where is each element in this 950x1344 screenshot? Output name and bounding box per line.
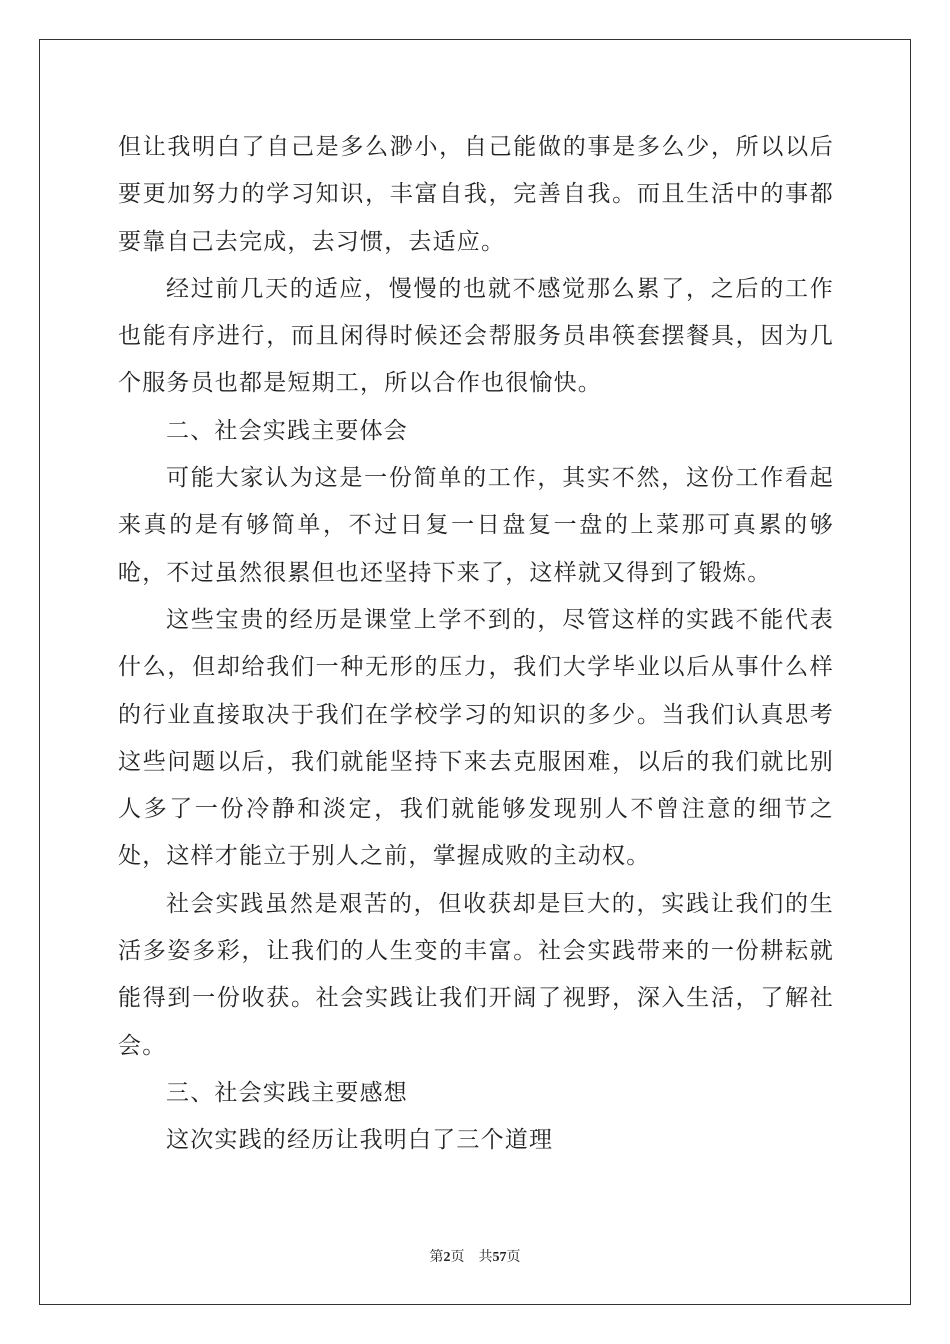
- section-heading: 三、社会实践主要感想: [166, 1079, 408, 1106]
- section-heading: 二、社会实践主要体会: [166, 417, 408, 444]
- page-number: 2: [443, 1250, 451, 1265]
- total-pages: 57: [492, 1250, 507, 1265]
- total-prefix: 共: [478, 1249, 493, 1265]
- total-suffix: 页: [506, 1249, 521, 1265]
- paragraph: 可能大家认为这是一份简单的工作，其实不然，这份工作看起来真的是有够简单，不过日复一日盘复一盘的上菜那可真累的够呛，不过虽然很累但也还坚持下来了，这样就又得到了锻炼。: [118, 465, 834, 586]
- paragraph: 经过前几天的适应，慢慢的也就不感觉那么累了，之后的工作也能有序进行，而且闲得时候还会帮服务员串筷套摆餐具，因为几个服务员也都是短期工，所以合作也很愉快。: [118, 275, 834, 397]
- paragraph: 但让我明白了自己是多么渺小，自己能做的事是多么少，所以以后要更加努力的学习知识，丰富自我，完善自我。而且生活中的事都要靠自己去完成，去习惯，去适应。: [118, 134, 834, 255]
- document-body: [118, 124, 834, 1165]
- page-suffix: 页: [450, 1249, 465, 1265]
- paragraph: 这次实践的经历让我明白了三个道理: [166, 1127, 554, 1154]
- paragraph: 社会实践虽然是艰苦的，但收获却是巨大的，实践让我们的生活多姿多彩，让我们的人生变的丰富。社会实践带来的一份耕耘就能得到一份收获。社会实践让我们开阔了视野，深入生活，了解社会。: [118, 890, 834, 1059]
- paragraph: 这些宝贵的经历是课堂上学不到的，尽管这样的实践不能代表什么，但却给我们一种无形的压力，我们大学毕业以后从事什么样的行业直接取决于我们在学校学习的知识的多少。当我们认真思考这些问题以后，我们就能坚持下来去克服困难，以后的我们就比别人多了一份冷静和淡定，我们就能够发现别人不曾注意的细节之处，这样才能立于别人之前，掌握成败的主动权。: [118, 606, 834, 870]
- page-footer: [0, 1246, 950, 1266]
- page-prefix: 第: [429, 1249, 444, 1265]
